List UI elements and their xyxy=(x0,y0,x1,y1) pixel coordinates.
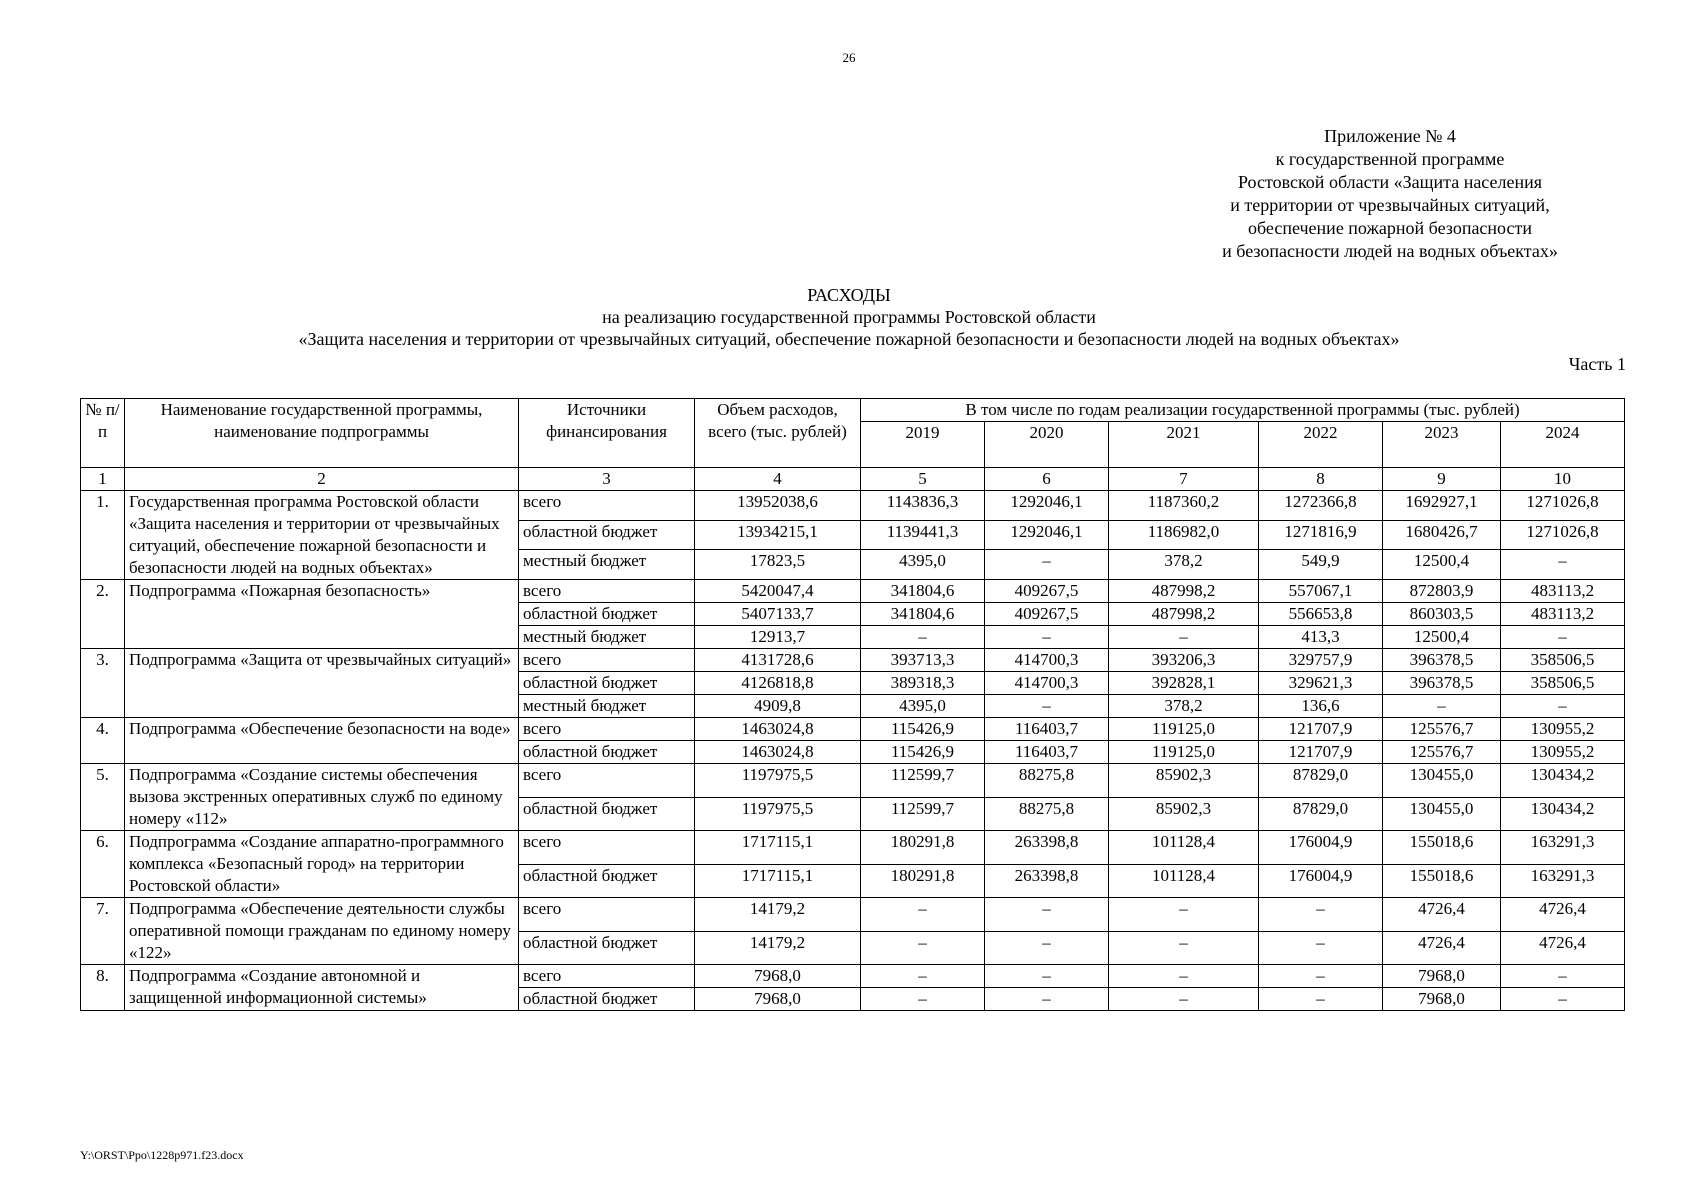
header-year: 2023 xyxy=(1383,422,1501,468)
year-value: 125576,7 xyxy=(1383,741,1501,764)
header-source: Источники финансирования xyxy=(519,399,695,468)
row-number: 6. xyxy=(81,831,125,898)
column-number: 4 xyxy=(695,468,861,491)
funding-source: областной бюджет xyxy=(519,797,695,831)
column-number: 6 xyxy=(985,468,1109,491)
year-value: 155018,6 xyxy=(1383,864,1501,898)
program-name: Государственная программа Ростовской области «Защита населения и территории от чрезвычайных ситуаций, обеспечение пожарной безопасности и безопасности людей на водных объектах» xyxy=(125,491,519,580)
total-value: 5407133,7 xyxy=(695,603,861,626)
year-value: 1139441,3 xyxy=(861,520,985,550)
year-value: 1680426,7 xyxy=(1383,520,1501,550)
funding-source: всего xyxy=(519,718,695,741)
year-value: 7968,0 xyxy=(1383,965,1501,988)
year-value: 115426,9 xyxy=(861,741,985,764)
year-value: 87829,0 xyxy=(1259,797,1383,831)
year-value: 872803,9 xyxy=(1383,580,1501,603)
column-number: 8 xyxy=(1259,468,1383,491)
year-value: 1292046,1 xyxy=(985,520,1109,550)
title-program-name: «Защита населения и территории от чрезвычайных ситуаций, обеспечение пожарной безопасности и безопасности людей на водных объектах» xyxy=(298,329,1400,349)
header-year: 2024 xyxy=(1501,422,1625,468)
year-value: – xyxy=(1109,965,1259,988)
appendix-line: и безопасности людей на водных объектах» xyxy=(1222,241,1558,261)
year-value: 396378,5 xyxy=(1383,672,1501,695)
year-value: 130455,0 xyxy=(1383,797,1501,831)
year-value: 155018,6 xyxy=(1383,831,1501,865)
year-value: 393713,3 xyxy=(861,649,985,672)
table-row xyxy=(81,491,1625,521)
program-name: Подпрограмма «Создание системы обеспечения вызова экстренных оперативных служб по единому номеру «112» xyxy=(125,764,519,831)
total-value: 14179,2 xyxy=(695,898,861,932)
year-value: 483113,2 xyxy=(1501,603,1625,626)
year-value: – xyxy=(1501,695,1625,718)
appendix-line: обеспечение пожарной безопасности xyxy=(1247,218,1532,238)
appendix-line: Ростовской области «Защита населения xyxy=(1237,172,1543,192)
year-value: 4726,4 xyxy=(1383,931,1501,965)
column-number: 3 xyxy=(519,468,695,491)
funding-source: всего xyxy=(519,764,695,798)
year-value: 1186982,0 xyxy=(1109,520,1259,550)
page-number: 26 xyxy=(842,50,856,65)
table-row xyxy=(81,580,1625,603)
year-value: 4395,0 xyxy=(861,695,985,718)
total-value: 14179,2 xyxy=(695,931,861,965)
funding-source: всего xyxy=(519,898,695,932)
year-value: – xyxy=(1259,931,1383,965)
funding-source: всего xyxy=(519,965,695,988)
table-row xyxy=(81,965,1625,988)
year-value: 487998,2 xyxy=(1109,580,1259,603)
year-value: 130455,0 xyxy=(1383,764,1501,798)
column-number: 7 xyxy=(1109,468,1259,491)
column-number: 9 xyxy=(1383,468,1501,491)
year-value: – xyxy=(861,988,985,1011)
total-value: 13934215,1 xyxy=(695,520,861,550)
year-value: 85902,3 xyxy=(1109,764,1259,798)
year-value: 263398,8 xyxy=(985,831,1109,865)
appendix-line: Приложение № 4 xyxy=(1324,126,1456,146)
header-year: 2019 xyxy=(861,422,985,468)
funding-source: всего xyxy=(519,649,695,672)
funding-source: местный бюджет xyxy=(519,550,695,580)
year-value: 87829,0 xyxy=(1259,764,1383,798)
total-value: 1463024,8 xyxy=(695,741,861,764)
year-value: 85902,3 xyxy=(1109,797,1259,831)
header-num: № п/п xyxy=(81,399,125,468)
year-value: 119125,0 xyxy=(1109,741,1259,764)
program-name: Подпрограмма «Создание аппаратно-программного комплекса «Безопасный город» на территории Ростовской области» xyxy=(125,831,519,898)
year-value: 136,6 xyxy=(1259,695,1383,718)
program-name: Подпрограмма «Обеспечение безопасности на воде» xyxy=(125,718,519,764)
funding-source: областной бюджет xyxy=(519,988,695,1011)
year-value: – xyxy=(985,965,1109,988)
year-value: 116403,7 xyxy=(985,718,1109,741)
year-value: – xyxy=(1109,626,1259,649)
year-value: 487998,2 xyxy=(1109,603,1259,626)
year-value: – xyxy=(1259,898,1383,932)
year-value: – xyxy=(861,931,985,965)
year-value: – xyxy=(985,988,1109,1011)
year-value: – xyxy=(985,695,1109,718)
column-number: 1 xyxy=(81,468,125,491)
year-value: 378,2 xyxy=(1109,695,1259,718)
title-subline: на реализацию государственной программы Ростовской области xyxy=(602,307,1096,327)
year-value: 341804,6 xyxy=(861,603,985,626)
column-number: 5 xyxy=(861,468,985,491)
year-value: 4726,4 xyxy=(1501,931,1625,965)
total-value: 4909,8 xyxy=(695,695,861,718)
year-value: 413,3 xyxy=(1259,626,1383,649)
year-value: 860303,5 xyxy=(1383,603,1501,626)
year-value: 378,2 xyxy=(1109,550,1259,580)
total-value: 5420047,4 xyxy=(695,580,861,603)
year-value: 12500,4 xyxy=(1383,626,1501,649)
year-value: – xyxy=(985,931,1109,965)
program-name: Подпрограмма «Защита от чрезвычайных ситуаций» xyxy=(125,649,519,718)
total-value: 1717115,1 xyxy=(695,864,861,898)
year-value: 409267,5 xyxy=(985,580,1109,603)
year-value: 112599,7 xyxy=(861,764,985,798)
year-value: 7968,0 xyxy=(1383,988,1501,1011)
program-name: Подпрограмма «Пожарная безопасность» xyxy=(125,580,519,649)
document-title xyxy=(0,284,1698,350)
year-value: – xyxy=(985,898,1109,932)
total-value: 12913,7 xyxy=(695,626,861,649)
year-value: 341804,6 xyxy=(861,580,985,603)
year-value: – xyxy=(1109,898,1259,932)
table-row xyxy=(81,718,1625,741)
table-row xyxy=(81,649,1625,672)
part-label: Часть 1 xyxy=(1568,354,1626,374)
table-row xyxy=(81,831,1625,865)
row-number: 3. xyxy=(81,649,125,718)
year-value: 1692927,1 xyxy=(1383,491,1501,521)
year-value: 163291,3 xyxy=(1501,831,1625,865)
year-value: 414700,3 xyxy=(985,649,1109,672)
total-value: 1463024,8 xyxy=(695,718,861,741)
year-value: 88275,8 xyxy=(985,797,1109,831)
header-years-group: В том числе по годам реализации государственной программы (тыс. рублей) xyxy=(861,399,1625,422)
year-value: – xyxy=(1501,965,1625,988)
file-path: Y:\ORST\Ppo\1228p971.f23.docx xyxy=(80,1148,244,1162)
expenditure-table xyxy=(80,398,1625,1011)
program-name: Подпрограмма «Создание автономной и защищенной информационной системы» xyxy=(125,965,519,1011)
row-number: 1. xyxy=(81,491,125,580)
table-row xyxy=(81,898,1625,932)
year-value: 130955,2 xyxy=(1501,718,1625,741)
year-value: 88275,8 xyxy=(985,764,1109,798)
year-value: 101128,4 xyxy=(1109,864,1259,898)
year-value: 12500,4 xyxy=(1383,550,1501,580)
total-value: 13952038,6 xyxy=(695,491,861,521)
funding-source: областной бюджет xyxy=(519,520,695,550)
column-number: 10 xyxy=(1501,468,1625,491)
year-value: 409267,5 xyxy=(985,603,1109,626)
year-value: – xyxy=(1259,965,1383,988)
year-value: 393206,3 xyxy=(1109,649,1259,672)
year-value: – xyxy=(985,626,1109,649)
year-value: 1271026,8 xyxy=(1501,491,1625,521)
row-number: 5. xyxy=(81,764,125,831)
year-value: – xyxy=(1501,626,1625,649)
year-value: 112599,7 xyxy=(861,797,985,831)
total-value: 4126818,8 xyxy=(695,672,861,695)
year-value: 121707,9 xyxy=(1259,741,1383,764)
year-value: 549,9 xyxy=(1259,550,1383,580)
title-heading: РАСХОДЫ xyxy=(807,285,891,305)
funding-source: местный бюджет xyxy=(519,626,695,649)
year-value: 101128,4 xyxy=(1109,831,1259,865)
table-body xyxy=(81,491,1625,1011)
year-value: 1292046,1 xyxy=(985,491,1109,521)
year-value: 557067,1 xyxy=(1259,580,1383,603)
total-value: 1717115,1 xyxy=(695,831,861,865)
year-value: 358506,5 xyxy=(1501,672,1625,695)
year-value: – xyxy=(861,965,985,988)
total-value: 7968,0 xyxy=(695,965,861,988)
year-value: – xyxy=(1383,695,1501,718)
funding-source: областной бюджет xyxy=(519,672,695,695)
year-value: 130434,2 xyxy=(1501,797,1625,831)
year-value: 414700,3 xyxy=(985,672,1109,695)
year-value: 4395,0 xyxy=(861,550,985,580)
row-number: 2. xyxy=(81,580,125,649)
year-value: 180291,8 xyxy=(861,831,985,865)
year-value: 130955,2 xyxy=(1501,741,1625,764)
funding-source: местный бюджет xyxy=(519,695,695,718)
year-value: – xyxy=(1109,931,1259,965)
table-row xyxy=(81,764,1625,798)
row-number: 7. xyxy=(81,898,125,965)
year-value: 116403,7 xyxy=(985,741,1109,764)
year-value: 396378,5 xyxy=(1383,649,1501,672)
year-value: 176004,9 xyxy=(1259,831,1383,865)
year-value: 392828,1 xyxy=(1109,672,1259,695)
total-value: 17823,5 xyxy=(695,550,861,580)
year-value: 263398,8 xyxy=(985,864,1109,898)
year-value: – xyxy=(1501,550,1625,580)
total-value: 7968,0 xyxy=(695,988,861,1011)
year-value: – xyxy=(861,898,985,932)
year-value: – xyxy=(1259,988,1383,1011)
header-year: 2020 xyxy=(985,422,1109,468)
funding-source: всего xyxy=(519,491,695,521)
year-value: 180291,8 xyxy=(861,864,985,898)
year-value: 4726,4 xyxy=(1501,898,1625,932)
funding-source: областной бюджет xyxy=(519,741,695,764)
appendix-caption xyxy=(1160,125,1620,263)
year-value: 329621,3 xyxy=(1259,672,1383,695)
year-value: – xyxy=(985,550,1109,580)
funding-source: всего xyxy=(519,831,695,865)
header-total: Объем расходов, всего (тыс. рублей) xyxy=(695,399,861,468)
funding-source: областной бюджет xyxy=(519,603,695,626)
column-number: 2 xyxy=(125,468,519,491)
year-value: 329757,9 xyxy=(1259,649,1383,672)
year-value: 358506,5 xyxy=(1501,649,1625,672)
year-value: 1271026,8 xyxy=(1501,520,1625,550)
year-value: 1143836,3 xyxy=(861,491,985,521)
total-value: 4131728,6 xyxy=(695,649,861,672)
year-value: 4726,4 xyxy=(1383,898,1501,932)
year-value: 119125,0 xyxy=(1109,718,1259,741)
year-value: 556653,8 xyxy=(1259,603,1383,626)
row-number: 8. xyxy=(81,965,125,1011)
year-value: 1271816,9 xyxy=(1259,520,1383,550)
year-value: 176004,9 xyxy=(1259,864,1383,898)
year-value: 483113,2 xyxy=(1501,580,1625,603)
total-value: 1197975,5 xyxy=(695,797,861,831)
year-value: – xyxy=(1109,988,1259,1011)
year-value: – xyxy=(861,626,985,649)
total-value: 1197975,5 xyxy=(695,764,861,798)
row-number: 4. xyxy=(81,718,125,764)
funding-source: всего xyxy=(519,580,695,603)
funding-source: областной бюджет xyxy=(519,931,695,965)
header-year: 2022 xyxy=(1259,422,1383,468)
year-value: 1187360,2 xyxy=(1109,491,1259,521)
year-value: 121707,9 xyxy=(1259,718,1383,741)
year-value: 163291,3 xyxy=(1501,864,1625,898)
funding-source: областной бюджет xyxy=(519,864,695,898)
year-value: 389318,3 xyxy=(861,672,985,695)
header-name: Наименование государственной программы, наименование подпрограммы xyxy=(125,399,519,468)
year-value: 125576,7 xyxy=(1383,718,1501,741)
appendix-line: и территории от чрезвычайных ситуаций, xyxy=(1230,195,1550,215)
year-value: 130434,2 xyxy=(1501,764,1625,798)
year-value: 115426,9 xyxy=(861,718,985,741)
year-value: – xyxy=(1501,988,1625,1011)
program-name: Подпрограмма «Обеспечение деятельности службы оперативной помощи гражданам по единому номеру «122» xyxy=(125,898,519,965)
appendix-line: к государственной программе xyxy=(1275,149,1505,169)
year-value: 1272366,8 xyxy=(1259,491,1383,521)
header-year: 2021 xyxy=(1109,422,1259,468)
